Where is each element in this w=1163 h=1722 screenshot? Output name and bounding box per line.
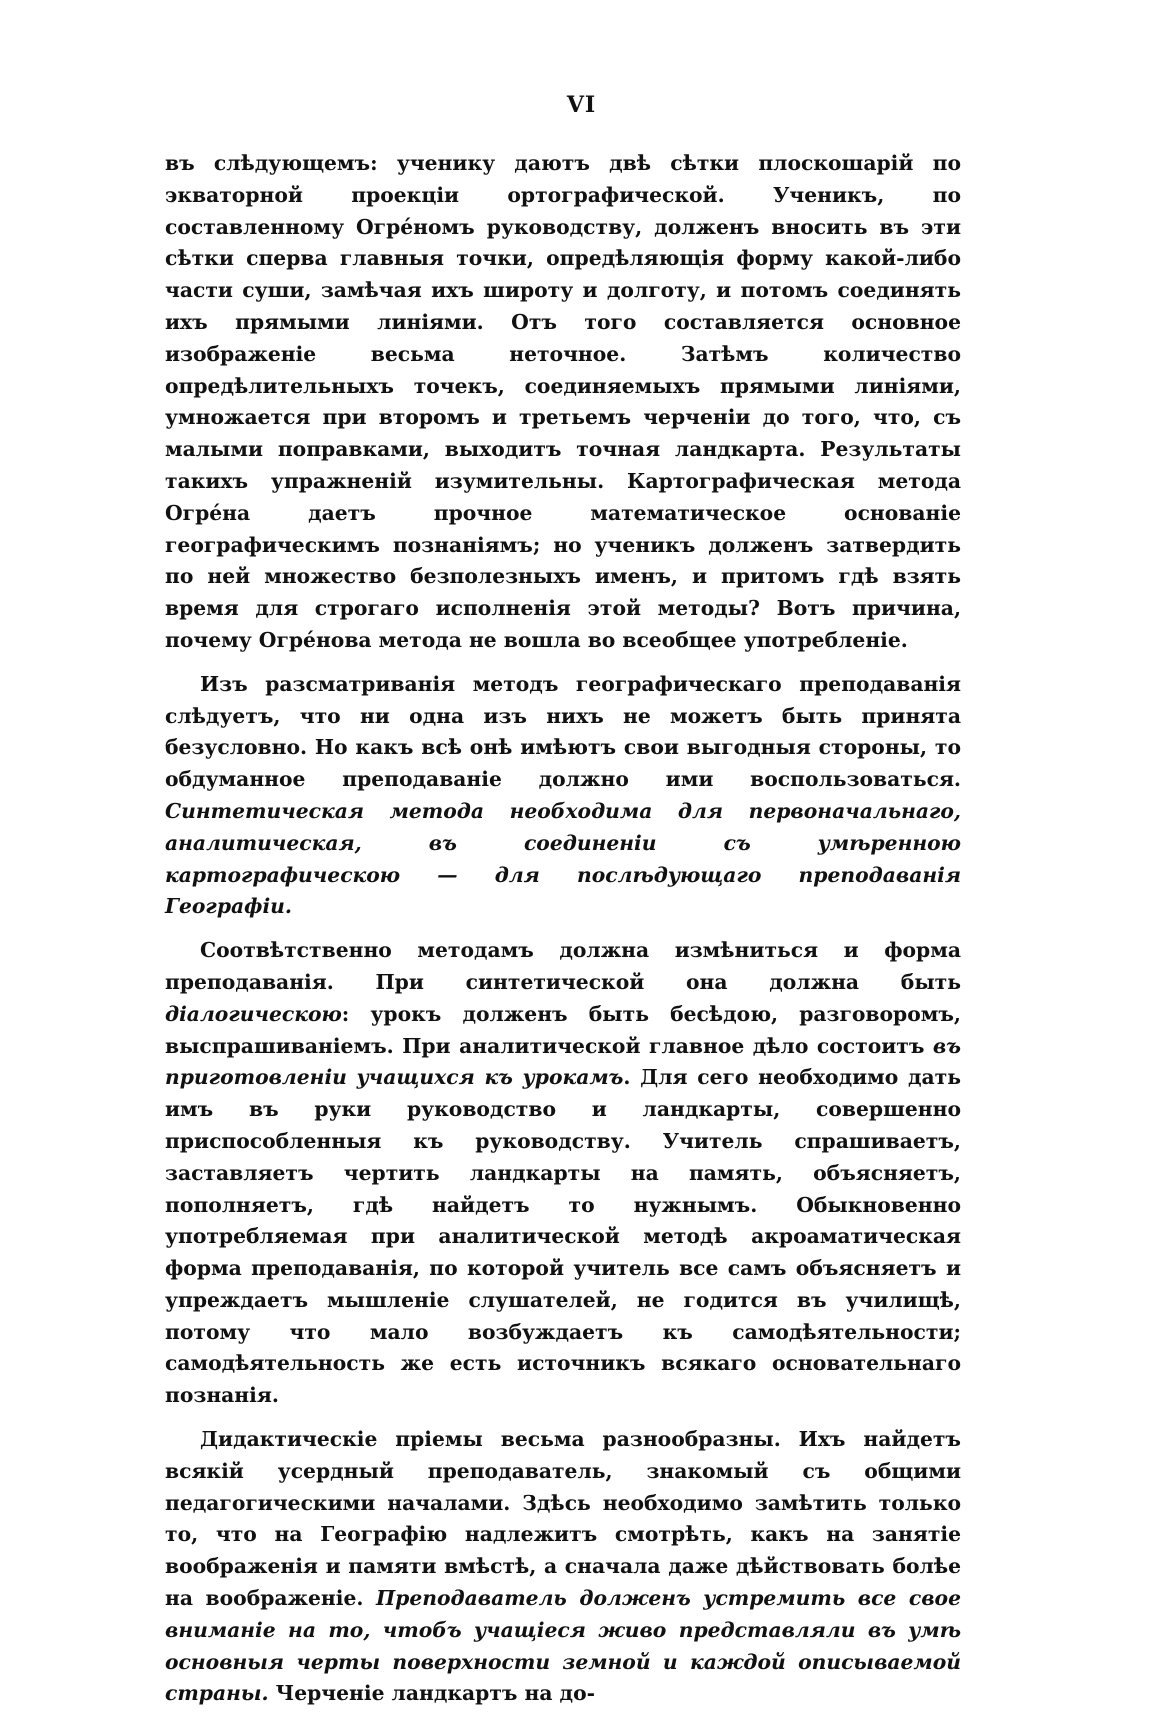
body-text [165, 148, 961, 1722]
text-segment: Изъ разсматриванія методъ географическаго преподаванія слѣдуетъ, что ни одна изъ нихъ не можетъ быть принята безусловно. Но какъ всѣ онѣ имѣютъ свои выгодныя стороны, то обдуманное преподаваніе должно ими воспользоваться. [165, 671, 961, 792]
emphasis-text: Преподаватель долженъ устремить все свое вниманіе на то, чтобъ учащіеся живо представляли въ умѣ основныя черты поверхности земной и каждой описываемой страны. [165, 1586, 961, 1706]
paragraph-methods-conclusion [165, 669, 961, 923]
emphasis-text: діалогическою [165, 1001, 342, 1026]
paragraph-teaching-form [165, 935, 961, 1412]
paragraph-continuation [165, 148, 961, 657]
text-segment: въ слѣдующемъ: ученику даютъ двѣ сѣтки плоскошарій по экваторной проекціи ортографической. Ученикъ, по составленному Огрéномъ руководству, долженъ вносить въ эти сѣтки сперва главныя точки, опредѣляющія форму какой-либо части суши, замѣчая ихъ широту и долготу, и потомъ соединять ихъ прямыми линіями. Отъ того составляется основное изображеніе весьма неточное. Затѣмъ количество опредѣлительныхъ точекъ, соединяемыхъ прямыми линіями, умножается при второмъ и третьемъ черченіи до того, что, съ малыми поправками, выходитъ точная ландкарта. Результаты такихъ упражненій изумительны. Картографическая метода Огрéна даетъ прочное математическое основаніе географическимъ познаніямъ; но ученикъ долженъ затвердить по ней множество безполезныхъ именъ, и притомъ гдѣ взять время для строгаго исполненія этой методы? Вотъ причина, почему Огрéнова метода не вошла во всеобщее употребленіе. [165, 151, 961, 652]
text-segment: Соотвѣтственно методамъ должна измѣниться и форма преподаванія. При синтетической она должна быть [165, 938, 961, 994]
emphasis-text: въ приготовленіи учащихся къ урокамъ [165, 1033, 961, 1090]
text-segment: Дидактическіе пріемы весьма разнообразны. Ихъ найдетъ всякій усердный преподаватель, знакомый съ общими педагогическими началами. Здѣсь необходимо замѣтить только то, что на Географію надлежитъ смотрѣть, какъ на занятіе воображенія и памяти вмѣстѣ, а сначала даже дѣйствовать болѣе на воображеніе. [165, 1427, 961, 1611]
text-segment: : урокъ долженъ быть бесѣдою, разговоромъ, выспрашиваніемъ. При аналитической главное дѣло состоитъ [165, 1001, 961, 1058]
text-segment: . Для сего необходимо дать имъ въ руки руководство и ландкарты, совершенно приспособленныя къ руководству. Учитель спрашиваетъ, заставляетъ чертить ландкарты на память, объясняетъ, пополняетъ, гдѣ найдетъ то нужнымъ. Обыкновенно употребляемая при аналитической методѣ акроаматическая форма преподаванія, по которой учитель все самъ объясняетъ и упреждаетъ мышленіе слушателей, не годится въ училищѣ, потому что мало возбуждаетъ къ самодѣятельности; самодѣятельность же есть источникъ всякаго основательнаго познанія. [165, 1065, 961, 1408]
emphasis-text: Синтетическая метода необходима для первоначальнаго, аналитическая, въ соединеніи съ умѣренною картографическою — для послѣдующаго преподаванія Географіи. [165, 798, 961, 919]
text-segment: Черченіе ландкартъ на до- [268, 1681, 596, 1706]
page-number: VI [566, 92, 597, 118]
paragraph-didactic-methods [165, 1424, 961, 1710]
